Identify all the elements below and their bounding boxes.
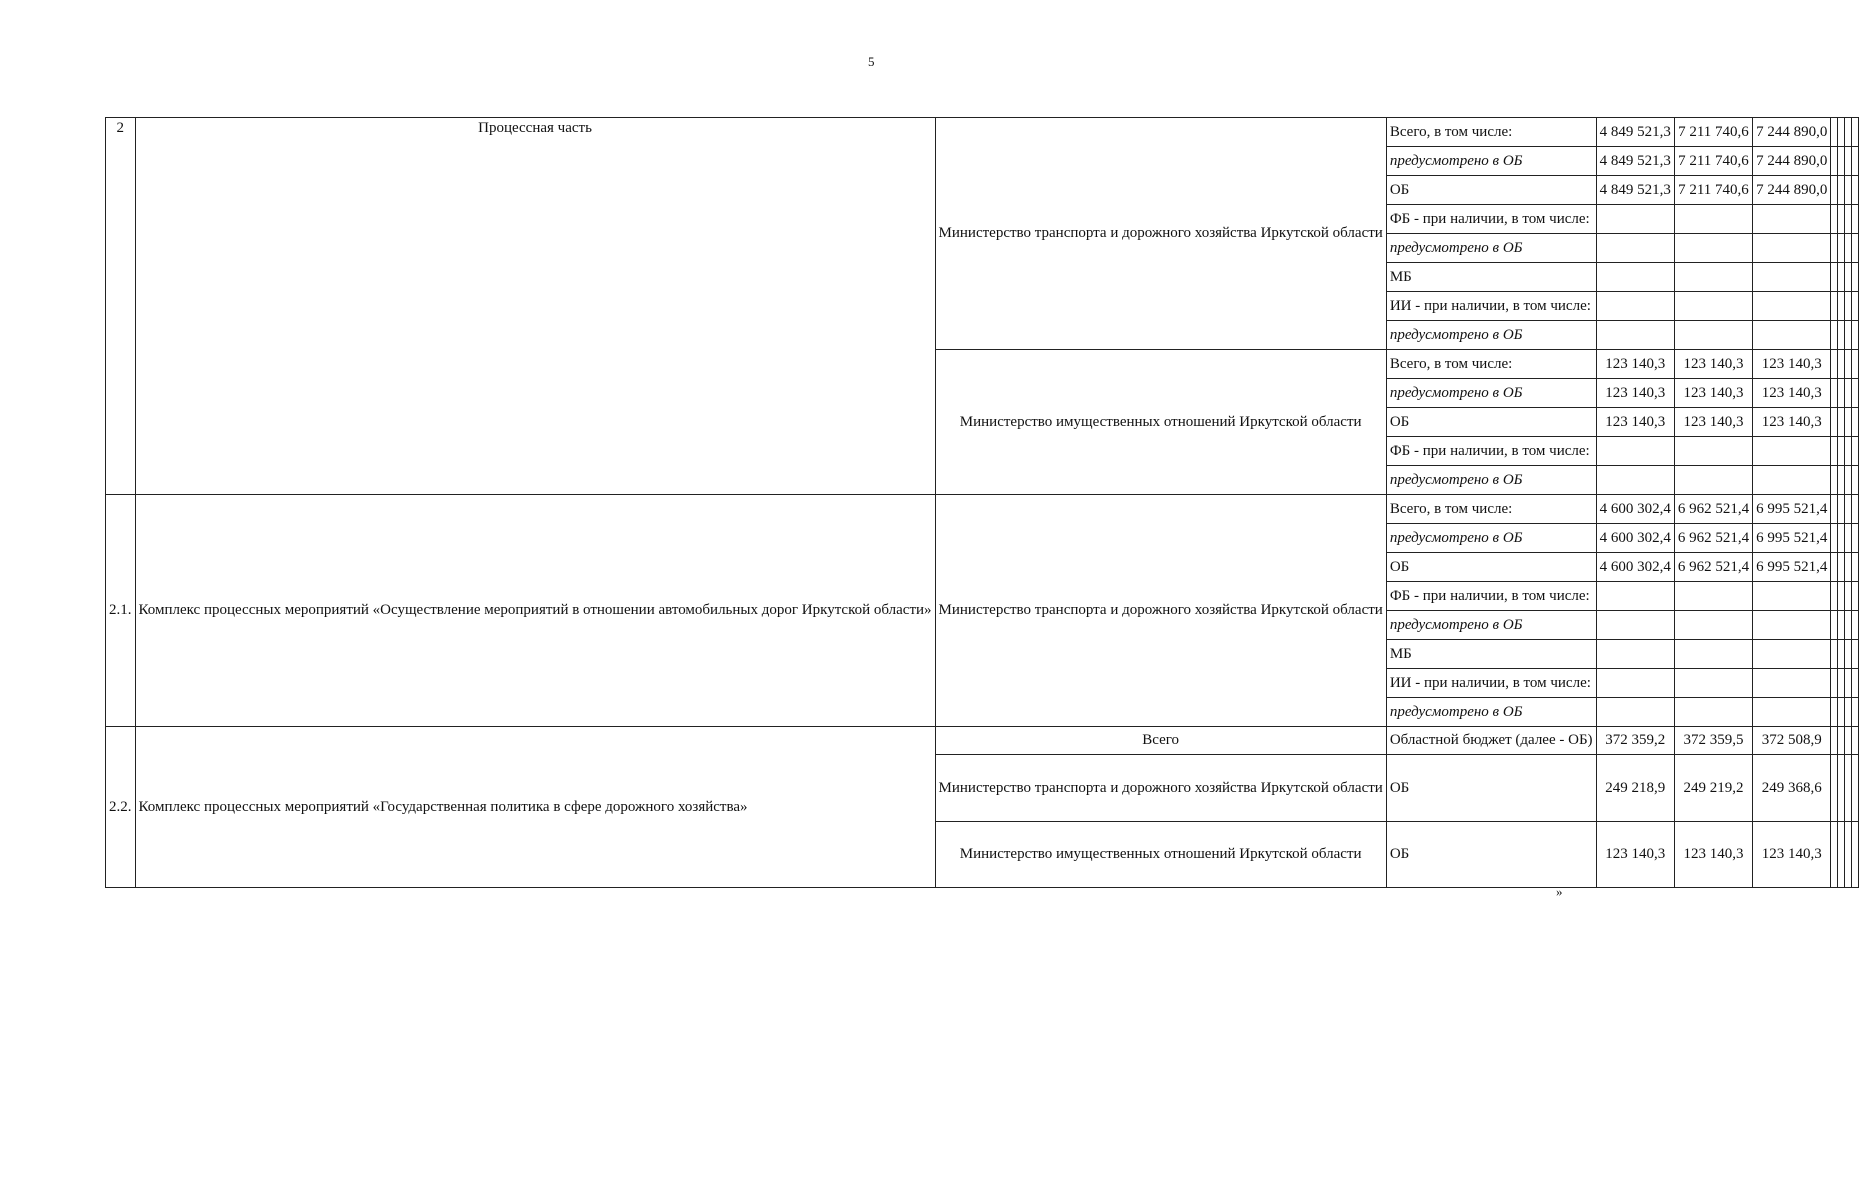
funding-source: МБ <box>1386 263 1596 292</box>
funding-value <box>1753 321 1831 350</box>
section-name: Комплекс процессных мероприятий «Осуществление мероприятий в отношении автомобильных дорог Иркутской области» <box>135 495 935 727</box>
empty-cell <box>1831 234 1838 263</box>
empty-cell <box>1852 350 1859 379</box>
empty-cell <box>1845 263 1852 292</box>
funding-value: 6 962 521,4 <box>1674 553 1752 582</box>
financing-table <box>105 117 1859 888</box>
empty-cell <box>1838 292 1845 321</box>
empty-cell <box>1845 640 1852 669</box>
funding-value: 123 140,3 <box>1596 408 1674 437</box>
empty-cell <box>1831 205 1838 234</box>
funding-value <box>1674 234 1752 263</box>
funding-value: 123 140,3 <box>1596 379 1674 408</box>
funding-source: предусмотрено в ОБ <box>1386 611 1596 640</box>
empty-cell <box>1831 553 1838 582</box>
empty-cell <box>1838 321 1845 350</box>
empty-cell <box>1845 205 1852 234</box>
empty-cell <box>1852 755 1859 822</box>
funding-value <box>1674 611 1752 640</box>
executor-name: Министерство транспорта и дорожного хозяйства Иркутской области <box>935 495 1386 727</box>
funding-value: 4 849 521,3 <box>1596 176 1674 205</box>
empty-cell <box>1852 698 1859 727</box>
empty-cell <box>1852 292 1859 321</box>
funding-value <box>1596 669 1674 698</box>
funding-value <box>1596 263 1674 292</box>
funding-value <box>1596 205 1674 234</box>
funding-value <box>1753 640 1831 669</box>
funding-value: 249 219,2 <box>1674 755 1752 822</box>
empty-cell <box>1831 755 1838 822</box>
empty-cell <box>1838 524 1845 553</box>
empty-cell <box>1838 379 1845 408</box>
funding-value <box>1753 437 1831 466</box>
empty-cell <box>1845 582 1852 611</box>
funding-value: 7 211 740,6 <box>1674 147 1752 176</box>
section-name: Комплекс процессных мероприятий «Государственная политика в сфере дорожного хозяйства» <box>135 727 935 888</box>
empty-cell <box>1845 698 1852 727</box>
funding-value: 7 244 890,0 <box>1753 147 1831 176</box>
empty-cell <box>1838 408 1845 437</box>
empty-cell <box>1845 524 1852 553</box>
empty-cell <box>1845 727 1852 755</box>
empty-cell <box>1831 466 1838 495</box>
funding-source: МБ <box>1386 640 1596 669</box>
section-number: 2 <box>106 118 136 495</box>
funding-source: ОБ <box>1386 553 1596 582</box>
funding-value <box>1753 292 1831 321</box>
funding-value: 7 211 740,6 <box>1674 118 1752 147</box>
funding-source: предусмотрено в ОБ <box>1386 147 1596 176</box>
funding-value <box>1753 582 1831 611</box>
funding-value: 7 244 890,0 <box>1753 176 1831 205</box>
empty-cell <box>1845 379 1852 408</box>
executor-name: Министерство транспорта и дорожного хозяйства Иркутской области <box>935 755 1386 822</box>
empty-cell <box>1852 118 1859 147</box>
empty-cell <box>1852 640 1859 669</box>
empty-cell <box>1845 495 1852 524</box>
empty-cell <box>1831 727 1838 755</box>
empty-cell <box>1831 147 1838 176</box>
funding-value: 123 140,3 <box>1596 350 1674 379</box>
empty-cell <box>1831 822 1838 888</box>
funding-source: предусмотрено в ОБ <box>1386 466 1596 495</box>
empty-cell <box>1845 292 1852 321</box>
funding-source: ОБ <box>1386 408 1596 437</box>
funding-source: предусмотрено в ОБ <box>1386 321 1596 350</box>
funding-value <box>1674 466 1752 495</box>
funding-source: предусмотрено в ОБ <box>1386 234 1596 263</box>
empty-cell <box>1852 611 1859 640</box>
funding-source: предусмотрено в ОБ <box>1386 698 1596 727</box>
empty-cell <box>1845 234 1852 263</box>
funding-source: предусмотрено в ОБ <box>1386 524 1596 553</box>
funding-value <box>1596 640 1674 669</box>
empty-cell <box>1831 640 1838 669</box>
empty-cell <box>1852 437 1859 466</box>
funding-source: ИИ - при наличии, в том числе: <box>1386 292 1596 321</box>
funding-source: ФБ - при наличии, в том числе: <box>1386 437 1596 466</box>
table-body <box>106 118 1859 888</box>
funding-value <box>1753 466 1831 495</box>
funding-value: 6 995 521,4 <box>1753 524 1831 553</box>
funding-value: 4 600 302,4 <box>1596 495 1674 524</box>
empty-cell <box>1831 495 1838 524</box>
funding-source: ОБ <box>1386 176 1596 205</box>
funding-value <box>1674 669 1752 698</box>
empty-cell <box>1852 822 1859 888</box>
empty-cell <box>1852 727 1859 755</box>
funding-value: 123 140,3 <box>1596 822 1674 888</box>
empty-cell <box>1852 321 1859 350</box>
funding-value <box>1753 698 1831 727</box>
funding-value <box>1596 466 1674 495</box>
empty-cell <box>1845 147 1852 176</box>
funding-value <box>1596 292 1674 321</box>
executor-name: Всего <box>935 727 1386 755</box>
executor-name: Министерство имущественных отношений Иркутской области <box>935 350 1386 495</box>
empty-cell <box>1838 176 1845 205</box>
funding-value: 4 600 302,4 <box>1596 553 1674 582</box>
empty-cell <box>1838 640 1845 669</box>
funding-source: ФБ - при наличии, в том числе: <box>1386 582 1596 611</box>
funding-source: Всего, в том числе: <box>1386 118 1596 147</box>
funding-source: ИИ - при наличии, в том числе: <box>1386 669 1596 698</box>
empty-cell <box>1831 176 1838 205</box>
empty-cell <box>1831 698 1838 727</box>
empty-cell <box>1838 553 1845 582</box>
empty-cell <box>1852 176 1859 205</box>
empty-cell <box>1845 437 1852 466</box>
empty-cell <box>1831 611 1838 640</box>
empty-cell <box>1838 727 1845 755</box>
empty-cell <box>1845 553 1852 582</box>
funding-value <box>1674 698 1752 727</box>
table-row <box>106 727 1859 755</box>
funding-value <box>1674 582 1752 611</box>
empty-cell <box>1831 582 1838 611</box>
empty-cell <box>1852 524 1859 553</box>
funding-value: 123 140,3 <box>1674 379 1752 408</box>
funding-source: Областной бюджет (далее - ОБ) <box>1386 727 1596 755</box>
funding-value: 249 218,9 <box>1596 755 1674 822</box>
funding-value: 123 140,3 <box>1674 822 1752 888</box>
funding-value: 123 140,3 <box>1753 350 1831 379</box>
empty-cell <box>1838 466 1845 495</box>
closing-quote: » <box>1556 884 1563 899</box>
funding-value <box>1674 640 1752 669</box>
funding-source: ФБ - при наличии, в том числе: <box>1386 205 1596 234</box>
funding-value: 372 359,2 <box>1596 727 1674 755</box>
empty-cell <box>1852 205 1859 234</box>
empty-cell <box>1852 669 1859 698</box>
funding-value: 4 849 521,3 <box>1596 118 1674 147</box>
funding-value: 123 140,3 <box>1753 822 1831 888</box>
empty-cell <box>1845 321 1852 350</box>
table-row <box>106 495 1859 524</box>
funding-value: 7 211 740,6 <box>1674 176 1752 205</box>
funding-value: 6 995 521,4 <box>1753 495 1831 524</box>
empty-cell <box>1852 495 1859 524</box>
empty-cell <box>1852 553 1859 582</box>
funding-value <box>1596 234 1674 263</box>
empty-cell <box>1831 408 1838 437</box>
empty-cell <box>1831 669 1838 698</box>
section-number: 2.2. <box>106 727 136 888</box>
empty-cell <box>1838 350 1845 379</box>
empty-cell <box>1845 118 1852 147</box>
empty-cell <box>1838 147 1845 176</box>
funding-value: 4 600 302,4 <box>1596 524 1674 553</box>
empty-cell <box>1831 524 1838 553</box>
empty-cell <box>1838 495 1845 524</box>
empty-cell <box>1852 466 1859 495</box>
empty-cell <box>1838 611 1845 640</box>
funding-value <box>1596 321 1674 350</box>
executor-name: Министерство транспорта и дорожного хозяйства Иркутской области <box>935 118 1386 350</box>
empty-cell <box>1838 437 1845 466</box>
funding-value: 372 359,5 <box>1674 727 1752 755</box>
funding-value: 6 962 521,4 <box>1674 524 1752 553</box>
funding-value <box>1753 205 1831 234</box>
empty-cell <box>1831 292 1838 321</box>
funding-value <box>1674 205 1752 234</box>
empty-cell <box>1845 408 1852 437</box>
funding-value <box>1674 263 1752 292</box>
funding-value: 123 140,3 <box>1753 379 1831 408</box>
empty-cell <box>1838 205 1845 234</box>
funding-value: 372 508,9 <box>1753 727 1831 755</box>
empty-cell <box>1831 437 1838 466</box>
empty-cell <box>1838 698 1845 727</box>
funding-value: 6 995 521,4 <box>1753 553 1831 582</box>
executor-name: Министерство имущественных отношений Иркутской области <box>935 822 1386 888</box>
funding-value <box>1674 292 1752 321</box>
funding-value: 123 140,3 <box>1753 408 1831 437</box>
funding-value <box>1753 234 1831 263</box>
funding-source: предусмотрено в ОБ <box>1386 379 1596 408</box>
funding-value <box>1674 321 1752 350</box>
funding-source: Всего, в том числе: <box>1386 350 1596 379</box>
section-number: 2.1. <box>106 495 136 727</box>
empty-cell <box>1838 118 1845 147</box>
funding-value: 123 140,3 <box>1674 408 1752 437</box>
funding-value <box>1596 582 1674 611</box>
funding-value <box>1753 263 1831 292</box>
funding-value <box>1596 611 1674 640</box>
funding-source: Всего, в том числе: <box>1386 495 1596 524</box>
empty-cell <box>1838 263 1845 292</box>
section-name: Процессная часть <box>135 118 935 495</box>
funding-value <box>1596 698 1674 727</box>
funding-source: ОБ <box>1386 822 1596 888</box>
empty-cell <box>1852 234 1859 263</box>
page-number: 5 <box>868 54 875 69</box>
empty-cell <box>1838 822 1845 888</box>
empty-cell <box>1845 822 1852 888</box>
funding-value <box>1753 669 1831 698</box>
funding-value <box>1753 611 1831 640</box>
funding-value: 249 368,6 <box>1753 755 1831 822</box>
empty-cell <box>1831 118 1838 147</box>
empty-cell <box>1852 408 1859 437</box>
empty-cell <box>1845 669 1852 698</box>
funding-source: ОБ <box>1386 755 1596 822</box>
empty-cell <box>1845 466 1852 495</box>
empty-cell <box>1838 669 1845 698</box>
empty-cell <box>1838 234 1845 263</box>
empty-cell <box>1852 263 1859 292</box>
empty-cell <box>1852 582 1859 611</box>
empty-cell <box>1845 611 1852 640</box>
empty-cell <box>1852 379 1859 408</box>
funding-value: 4 849 521,3 <box>1596 147 1674 176</box>
empty-cell <box>1831 321 1838 350</box>
empty-cell <box>1852 147 1859 176</box>
empty-cell <box>1831 350 1838 379</box>
empty-cell <box>1831 263 1838 292</box>
empty-cell <box>1845 176 1852 205</box>
table-row <box>106 118 1859 147</box>
empty-cell <box>1845 350 1852 379</box>
funding-value <box>1596 437 1674 466</box>
funding-value: 7 244 890,0 <box>1753 118 1831 147</box>
empty-cell <box>1845 755 1852 822</box>
funding-value <box>1674 437 1752 466</box>
funding-value: 123 140,3 <box>1674 350 1752 379</box>
empty-cell <box>1831 379 1838 408</box>
empty-cell <box>1838 582 1845 611</box>
funding-value: 6 962 521,4 <box>1674 495 1752 524</box>
empty-cell <box>1838 755 1845 822</box>
